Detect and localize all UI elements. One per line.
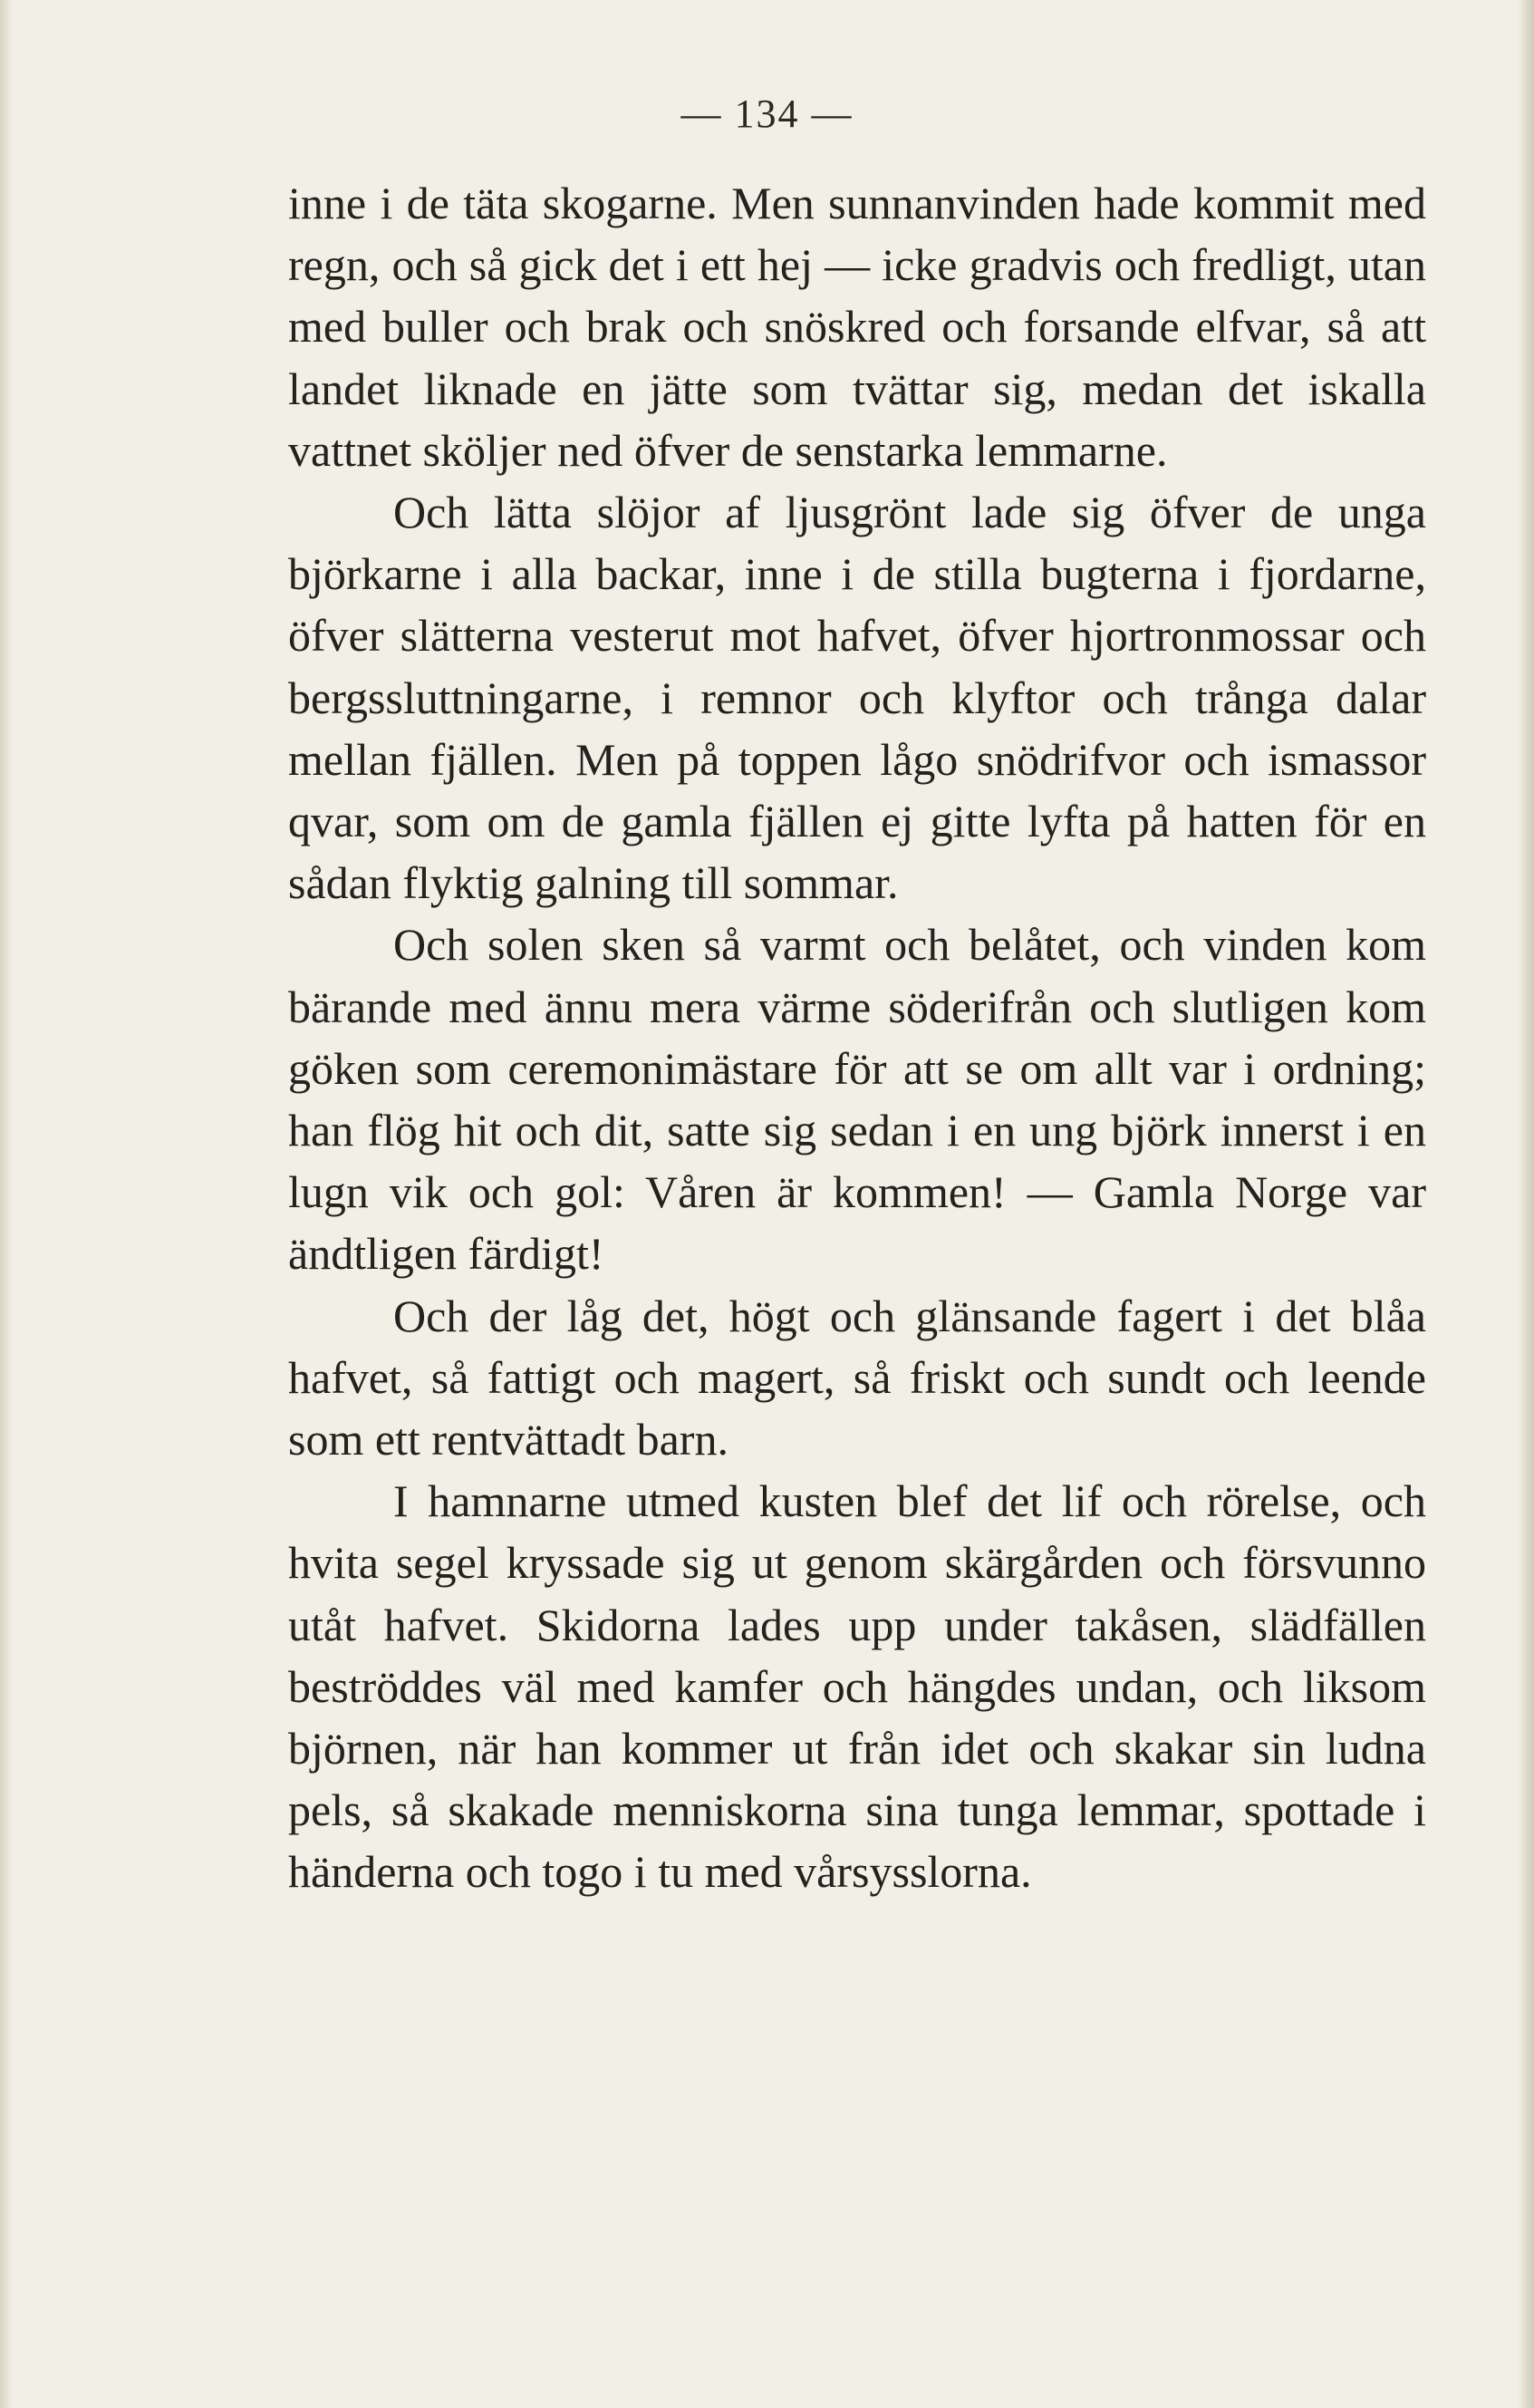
- body-text: [288, 172, 1426, 1903]
- paragraph-4: Och der låg det, högt och glänsande fagert i det blåa hafvet, så fattigt och magert, så friskt och sundt och leende som ett rentvättadt barn.: [288, 1290, 1426, 1465]
- page-number: — 134 —: [680, 92, 854, 136]
- paragraph-5: I hamnarne utmed kusten blef det lif och rörelse, och hvita segel kryssade sig ut genom skärgården och försvunno utåt hafvet. Skidorna lades upp under takåsen, slädfällen beströddes väl med kamfer och hängdes undan, och liksom björnen, när han kommer ut från idet och skakar sin ludna pels, så skakade menniskorna sina tunga lemmar, spottade i händerna och togo i tu med vårsysslorna.: [288, 1475, 1426, 1898]
- paragraph-2: Och lätta slöjor af ljusgrönt lade sig öfver de unga björkarne i alla backar, inne i de stilla bugterna i fjordarne, öfver slätterna vesterut mot hafvet, öfver hjortronmossar och bergssluttningarne, i remnor och klyftor och trånga dalar mellan fjällen. Men på toppen lågo snödrifvor och ismassor qvar, som om de gamla fjällen ej gitte lyfta på hatten för en sådan flyktig galning till sommar.: [288, 487, 1426, 909]
- paragraph-1: inne i de täta skogarne. Men sunnanvinden hade kommit med regn, och så gick det i ett hej — icke gradvis och fredligt, utan med buller och brak och snöskred och forsande elfvar, så att landet liknade en jätte som tvättar sig, medan det iskalla vattnet sköljer ned öfver de senstarka lemmarne.: [288, 178, 1426, 476]
- paragraph-3: Och solen sken så varmt och belåtet, och vinden kom bärande med ännu mera värme söderifrån och slutligen kom göken som ceremonimästare för att se om allt var i ordning; han flög hit och dit, satte sig sedan i en ung björk innerst i en lugn vik och gol: Våren är kommen! — Gamla Norge var ändtligen färdigt!: [288, 919, 1426, 1280]
